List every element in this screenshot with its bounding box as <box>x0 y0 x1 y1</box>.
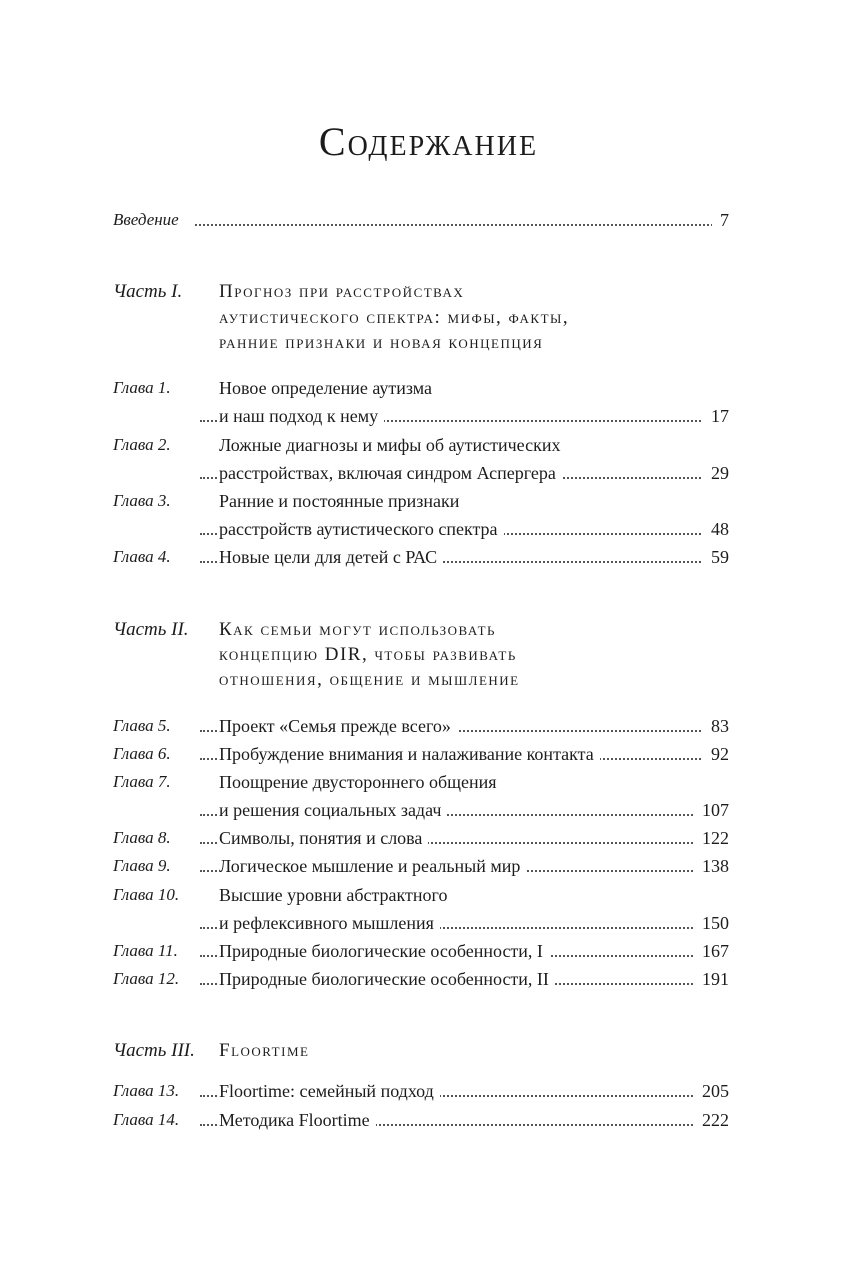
chapter-label: Глава 13. <box>113 1081 180 1100</box>
toc-entry-chapter-11[interactable] <box>0 937 857 965</box>
page-number: 205 <box>694 1077 729 1105</box>
part-label: Часть III. <box>113 1040 195 1061</box>
toc-entry-chapter-7[interactable] <box>0 768 857 824</box>
part-title-line: Прогноз при расстройствах <box>219 281 465 302</box>
chapter-label: Глава 3. <box>113 491 171 510</box>
page-number: 138 <box>694 852 729 880</box>
page-number: 7 <box>712 206 729 234</box>
toc-entry-chapter-3[interactable] <box>0 487 857 543</box>
chapter-label: Глава 7. <box>113 772 171 791</box>
chapter-title-line: Символы, понятия и слова <box>219 824 428 852</box>
page-number: 191 <box>694 965 729 993</box>
chapter-label: Глава 14. <box>113 1110 180 1129</box>
chapter-title-line: расстройствах, включая синдром Аспергера <box>219 459 562 487</box>
page-number: 29 <box>703 459 729 487</box>
chapter-label: Глава 12. <box>113 969 180 988</box>
chapter-label: Глава 5. <box>113 716 171 735</box>
part-title-line: ранние признаки и новая концепция <box>219 332 544 353</box>
chapter-title-line: Природные биологические особенности, I <box>219 937 549 965</box>
chapter-title-line: Проект «Семья прежде всего» <box>219 712 457 740</box>
part-label: Часть II. <box>113 619 189 640</box>
chapter-label: Глава 8. <box>113 828 171 847</box>
chapter-title-line: Высшие уровни абстрактного <box>219 881 454 909</box>
part-title-line: аутистического спектра: мифы, факты, <box>219 307 570 328</box>
page-number: 107 <box>694 796 729 824</box>
chapter-title-line: Логическое мышление и реальный мир <box>219 852 526 880</box>
part-label: Часть I. <box>113 281 183 302</box>
toc-entry-chapter-6[interactable] <box>0 740 857 768</box>
part-title-line: концепцию DIR, чтобы развивать <box>219 644 517 665</box>
page-number: 59 <box>703 543 729 571</box>
page-number: 222 <box>694 1106 729 1134</box>
chapter-label: Глава 9. <box>113 856 171 875</box>
chapter-title-line: Ложные диагнозы и мифы об аутистических <box>219 431 566 459</box>
page-title: Содержание <box>318 119 539 164</box>
toc-entry-chapter-2[interactable] <box>0 431 857 487</box>
chapter-label: Глава 4. <box>113 547 171 566</box>
chapter-title-line: расстройств аутистического спектра <box>219 515 504 543</box>
dot-leader <box>195 224 717 226</box>
toc-entry-chapter-5[interactable] <box>0 712 857 740</box>
toc-entry-chapter-4[interactable] <box>0 543 857 571</box>
part-title-line: Floortime <box>219 1040 310 1061</box>
page-number: 167 <box>694 937 729 965</box>
chapter-label: Глава 1. <box>113 378 171 397</box>
chapter-label: Глава 10. <box>113 885 180 904</box>
toc-entry-chapter-10[interactable] <box>0 881 857 937</box>
page-number: 83 <box>703 712 729 740</box>
page-number: 122 <box>694 824 729 852</box>
chapter-label: Глава 2. <box>113 435 171 454</box>
toc-entry-chapter-8[interactable] <box>0 824 857 852</box>
part-title-line: Как семьи могут использовать <box>219 619 496 640</box>
chapter-title-line: Методика Floortime <box>219 1106 376 1134</box>
toc-entry-chapter-13[interactable] <box>0 1077 857 1105</box>
chapter-label: Глава 6. <box>113 744 171 763</box>
toc-entry-chapter-14[interactable] <box>0 1106 857 1134</box>
page-number: 17 <box>703 402 729 430</box>
chapter-title-line: Пробуждение внимания и налаживание контакта <box>219 740 600 768</box>
toc-entry-chapter-9[interactable] <box>0 852 857 880</box>
chapter-title-line: Новое определение аутизма <box>219 374 438 402</box>
chapter-title-line: и наш подход к нему <box>219 402 384 430</box>
chapter-title-line: Природные биологические особенности, II <box>219 965 555 993</box>
chapter-title-line: и рефлексивного мышления <box>219 909 440 937</box>
chapter-title-line: Ранние и постоянные признаки <box>219 487 465 515</box>
page-number: 150 <box>694 909 729 937</box>
toc-entry-chapter-12[interactable] <box>0 965 857 993</box>
chapter-label: Глава 11. <box>113 941 178 960</box>
intro-label: Введение <box>113 210 179 229</box>
chapter-title-line: и решения социальных задач <box>219 796 447 824</box>
part-title-line: отношения, общение и мышление <box>219 669 520 690</box>
chapter-title-line: Поощрение двустороннего общения <box>219 768 503 796</box>
page-number: 48 <box>703 515 729 543</box>
toc-entry-intro[interactable] <box>0 206 857 234</box>
chapter-title-line: Floortime: семейный подход <box>219 1077 440 1105</box>
chapter-title-line: Новые цели для детей с РАС <box>219 543 443 571</box>
page-number: 92 <box>703 740 729 768</box>
toc-entry-chapter-1[interactable] <box>0 374 857 430</box>
